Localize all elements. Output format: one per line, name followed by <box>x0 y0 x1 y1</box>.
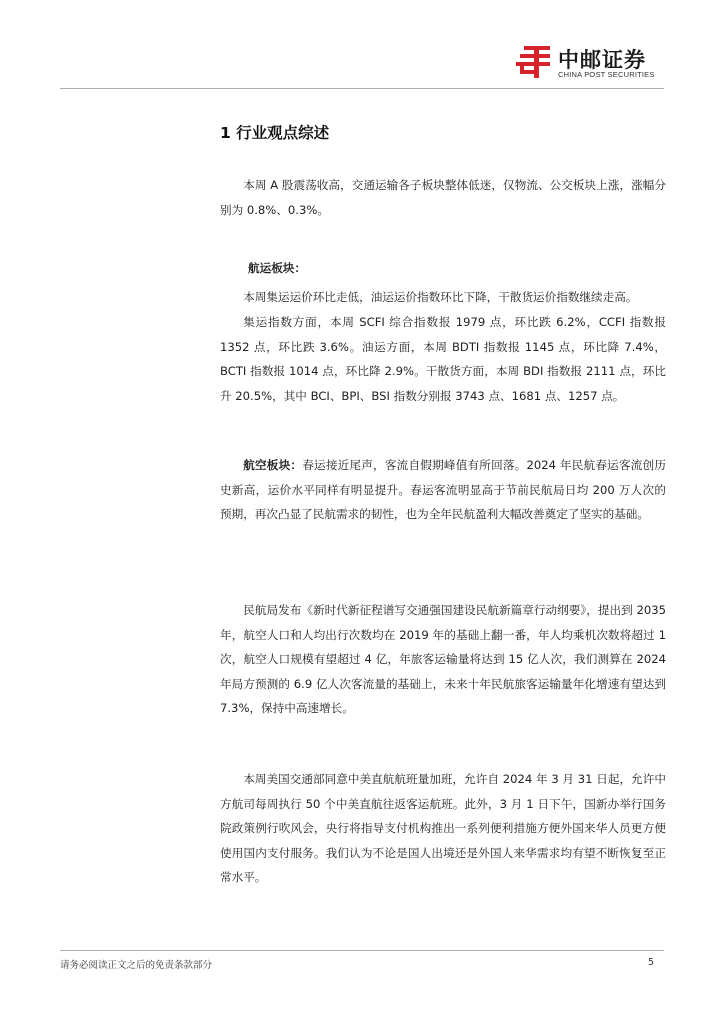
shipping-paragraph-1: 本周集运运价环比走低，油运运价指数环比下降，干散货运价指数继续走高。 <box>243 290 638 304</box>
footer-disclaimer: 请务必阅读正文之后的免责条款部分 <box>60 960 213 971</box>
logo-chinese-name: 中邮证券 <box>558 48 646 72</box>
aviation-paragraph-2: 民航局发布《新时代新征程谱写交通强国建设民航新篇章行动纲要》，提出到 2035 年，航空人口和人均出行次数均在 2019 年的基础上翻一番，年人均乘机次数将超过 1 次，航空人口规模有望超过 4 亿，年旅客运输量将达到 15 亿人次，我们测算在 2024 年局方预测的 6.9 亿人次客流量的基础上，未来十年民航旅客运输量年化增速有望达到 7.3%，保持中高速增长。 <box>220 603 666 716</box>
shipping-subheading: 航运板块： <box>248 261 306 275</box>
section-heading: 1 行业观点综述 <box>220 124 330 142</box>
company-logo <box>514 44 674 84</box>
intro-paragraph: 本周 A 股震荡收高，交通运输各子板块整体低迷，仅物流、公交板块上涨，涨幅分别为 0.8%、0.3%。 <box>220 178 666 217</box>
shipping-paragraph-2: 集运指数方面，本周 SCFI 综合指数报 1979 点，环比跌 6.2%，CCFI 指数报 1352 点，环比跌 3.6%。油运方面，本周 BDTI 指数报 1145 点，环比降 7.4%，BCTI 指数报 1014 点，环比降 2.9%。干散货方面，本周 BDI 指数报 2111 点，环比升 20.5%，其中 BCI、BPI、BSI 指数分别报 3743 点、1681 点、1257 点。 <box>220 315 666 403</box>
logo-english-name: CHINA POST SECURITIES <box>558 70 655 79</box>
header-divider <box>60 88 664 89</box>
aviation-paragraph-1 <box>220 453 666 527</box>
aviation-label: 航空板块： <box>243 458 303 472</box>
aviation-paragraph-3: 本周美国交通部同意中美直航航班量加班，允许自 2024 年 3 月 31 日起，允许中方航司每周执行 50 个中美直航往返客运航班。此外，3 月 1 日下午，国新办举行国务院政策例行吹风会，央行将指导支付机构推出一系列便利措施方便外国来华人员更方便使用国内支付服务。我们认为不论是国人出境还是外国人来华需求均有望不断恢复至正常水平。 <box>220 772 666 885</box>
footer-divider <box>60 950 664 951</box>
aviation-text: 春运接近尾声，客流自假期峰值有所回落。2024 年民航春运客流创历史新高，运价水平同样有明显提升。春运客流明显高于节前民航局日均 200 万人次的预期，再次凸显了民航需求的韧性，也为全年民航盈利大幅改善奠定了坚实的基础。 <box>220 458 666 522</box>
china-post-logo-icon <box>514 44 554 80</box>
page-number: 5 <box>648 957 655 968</box>
